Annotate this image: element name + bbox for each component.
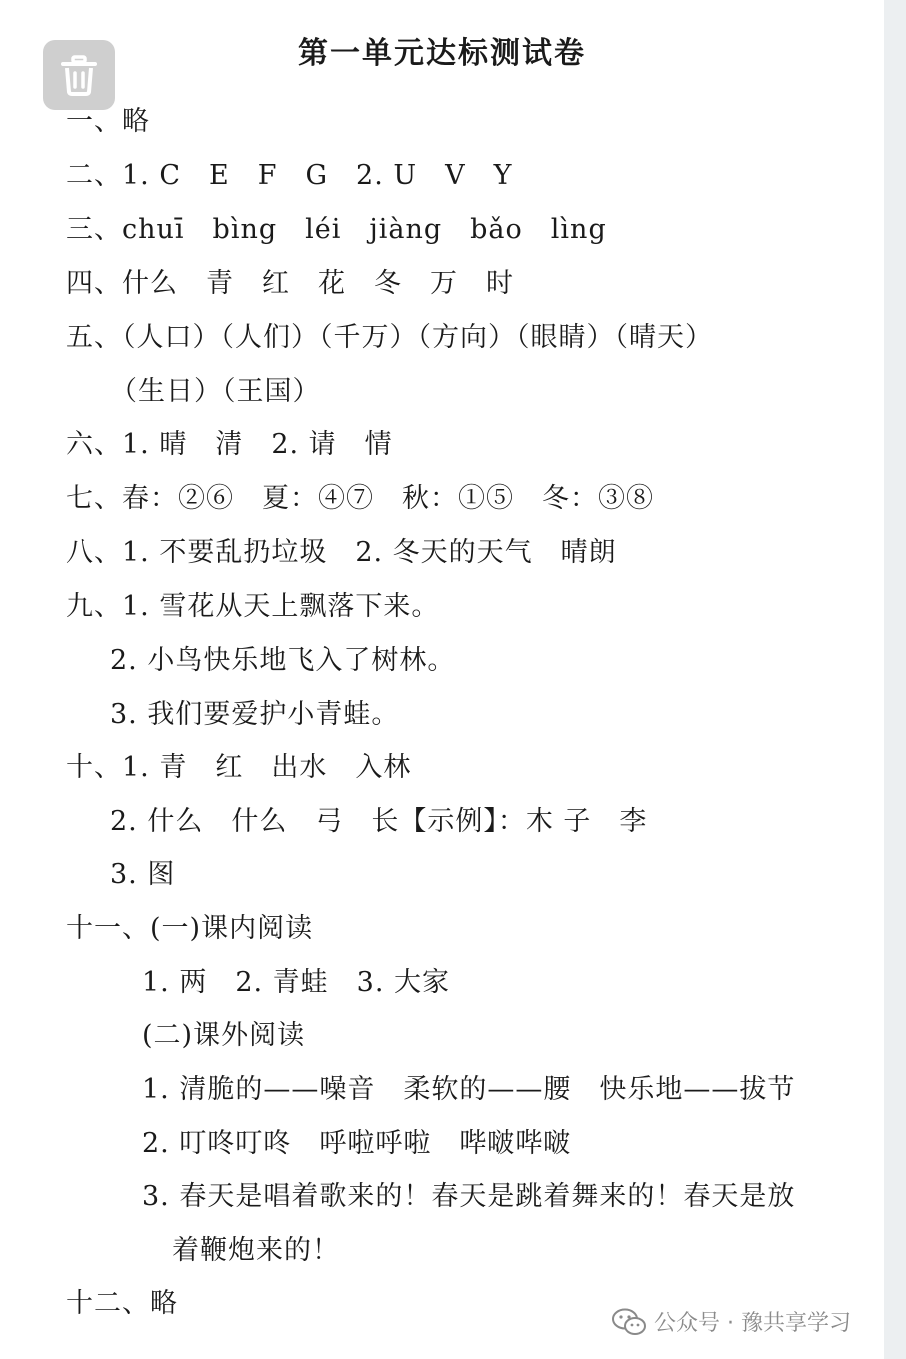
answer-line-10b: 2. 什么 什么 弓 长【示例】：木 子 李 — [110, 806, 648, 837]
wechat-icon — [612, 1308, 646, 1336]
answer-line-10: 十、1. 青 红 出水 入林 — [66, 752, 412, 783]
answer-line-5: 五、（人口）（人们）（千万）（方向）（眼睛）（晴天） — [66, 322, 713, 353]
answer-line-6: 六、1. 晴 清 2. 请 情 — [66, 429, 393, 460]
answer-line-11f: 3. 春天是唱着歌来的！春天是跳着舞来的！春天是放 — [142, 1181, 796, 1212]
answer-line-12: 十二、略 — [66, 1288, 178, 1319]
answer-line-9: 九、1. 雪花从天上飘落下来。 — [66, 591, 440, 622]
answer-line-11: 十一、(一)课内阅读 — [66, 913, 314, 944]
answer-line-9b: 2. 小鸟快乐地飞入了树林。 — [110, 645, 456, 676]
answer-line-7: 七、春：②⑥ 夏：④⑦ 秋：①⑤ 冬：③⑧ — [66, 483, 654, 514]
answer-line-1: 一、略 — [66, 106, 150, 137]
answer-line-11c: (二)课外阅读 — [142, 1020, 306, 1051]
watermark-text: 公众号 · 豫共享学习 — [654, 1311, 851, 1336]
answer-line-8: 八、1. 不要乱扔垃圾 2. 冬天的天气 晴朗 — [66, 537, 617, 568]
answer-line-10c: 3. 图 — [110, 859, 176, 890]
watermark — [612, 1306, 851, 1337]
answer-line-11e: 2. 叮咚叮咚 呼啦呼啦 哔啵哔啵 — [142, 1128, 572, 1159]
page-title: 第一单元达标测试卷 — [298, 36, 586, 71]
answer-line-11g: 着鞭炮来的！ — [172, 1235, 340, 1266]
answer-line-9c: 3. 我们要爱护小青蛙。 — [110, 699, 400, 730]
answer-line-3: 三、chuī bìng léi jiàng bǎo lìng — [66, 214, 607, 245]
answer-line-11d: 1. 清脆的——噪音 柔软的——腰 快乐地——拔节 — [142, 1074, 796, 1105]
answer-line-11b: 1. 两 2. 青蛙 3. 大家 — [142, 967, 451, 998]
answer-line-5b: （生日）（王国） — [110, 376, 321, 407]
answer-line-4: 四、什么 青 红 花 冬 万 时 — [66, 268, 514, 299]
answer-line-2: 二、1. C E F G 2. U V Y — [66, 160, 513, 191]
